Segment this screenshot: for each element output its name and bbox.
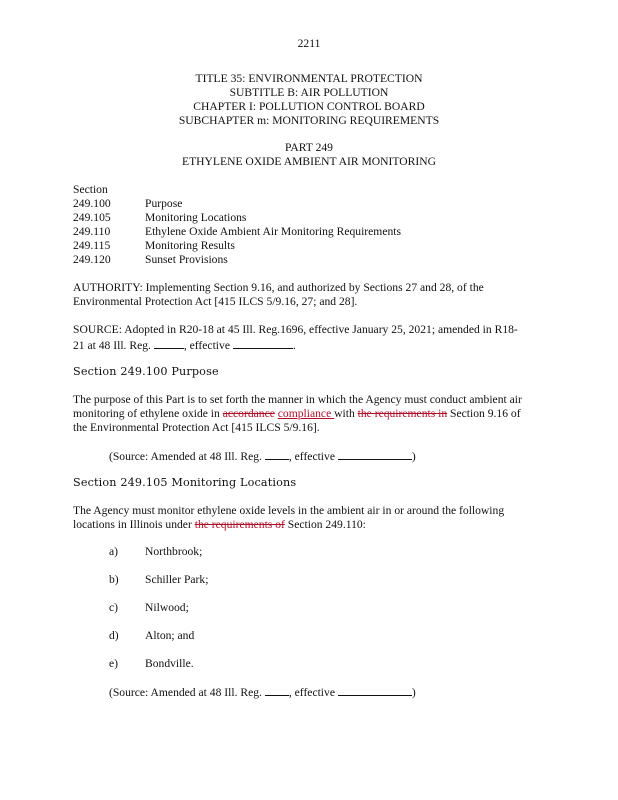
deleted-text: the requirements in bbox=[357, 407, 448, 420]
source-note bbox=[109, 448, 416, 464]
page-number: 2211 bbox=[297, 37, 321, 50]
paragraph-text: Section 249.110: bbox=[284, 518, 366, 531]
blank-field bbox=[154, 337, 184, 349]
toc-label: Section bbox=[73, 183, 108, 196]
list-item-text: Bondville. bbox=[145, 657, 194, 670]
authority-line-1: AUTHORITY: Implementing Section 9.16, and authorized by Sections 27 and 28, of the bbox=[73, 281, 484, 294]
toc-item-number: 249.110 bbox=[73, 225, 111, 238]
list-item-text: Nilwood; bbox=[145, 601, 189, 614]
toc-item-number: 249.105 bbox=[73, 211, 111, 224]
paragraph-line bbox=[73, 407, 521, 421]
source-note-text: , effective bbox=[288, 686, 338, 699]
source-text: , effective bbox=[183, 339, 233, 352]
section-heading: Section 249.105 Monitoring Locations bbox=[73, 476, 297, 489]
toc-item-number: 249.115 bbox=[73, 239, 111, 252]
list-item-label: a) bbox=[109, 545, 119, 558]
list-item-label: e) bbox=[109, 657, 119, 670]
paragraph-text: monitoring of ethylene oxide in bbox=[73, 407, 223, 420]
source-text: 21 at 48 Ill. Reg. bbox=[73, 339, 154, 352]
blank-field bbox=[265, 448, 289, 460]
blank-field bbox=[338, 448, 412, 460]
list-item-text: Alton; and bbox=[145, 629, 195, 642]
paragraph-line: the Environmental Protection Act [415 ILCS 5/9.16]. bbox=[73, 421, 320, 434]
paragraph-text: with bbox=[334, 407, 358, 420]
source-line-1: SOURCE: Adopted in R20-18 at 45 Ill. Reg.1696, effective January 25, 2021; amended in R18- bbox=[73, 323, 518, 336]
part-number: PART 249 bbox=[285, 141, 333, 154]
toc-item-number: 249.100 bbox=[73, 197, 111, 210]
chapter-line: CHAPTER I: POLLUTION CONTROL BOARD bbox=[193, 100, 425, 113]
toc-item-title: Monitoring Locations bbox=[145, 211, 247, 224]
list-item-label: c) bbox=[109, 601, 119, 614]
paragraph-text: locations in Illinois under bbox=[73, 518, 195, 531]
source-note-text: (Source: Amended at 48 Ill. Reg. bbox=[109, 686, 265, 699]
deleted-text: accordance bbox=[222, 407, 275, 420]
part-name: ETHYLENE OXIDE AMBIENT AIR MONITORING bbox=[182, 155, 436, 168]
deleted-text: the requirements of bbox=[194, 518, 285, 531]
paragraph-line: The Agency must monitor ethylene oxide levels in the ambient air in or around the following bbox=[73, 504, 505, 517]
paragraph-line bbox=[73, 518, 366, 532]
subchapter-line: SUBCHAPTER m: MONITORING REQUIREMENTS bbox=[178, 114, 440, 127]
blank-field bbox=[338, 684, 412, 696]
blank-field bbox=[233, 337, 293, 349]
toc-item-title: Ethylene Oxide Ambient Air Monitoring Requirements bbox=[145, 225, 401, 238]
source-note-text: ) bbox=[411, 450, 416, 463]
source-note-text: (Source: Amended at 48 Ill. Reg. bbox=[109, 450, 265, 463]
source-note-text: ) bbox=[411, 686, 416, 699]
list-item-text: Schiller Park; bbox=[145, 573, 209, 586]
source-line-2 bbox=[73, 337, 296, 353]
authority-line-2: Environmental Protection Act [415 ILCS 5/9.16, 27; and 28]. bbox=[73, 295, 358, 308]
paragraph-line: The purpose of this Part is to set forth the manner in which the Agency must conduct ambient air bbox=[73, 393, 522, 406]
list-item-text: Northbrook; bbox=[145, 545, 203, 558]
list-item-label: b) bbox=[109, 573, 119, 586]
title-line: TITLE 35: ENVIRONMENTAL PROTECTION bbox=[195, 72, 423, 85]
toc-item-title: Purpose bbox=[145, 197, 183, 210]
inserted-text: compliance bbox=[277, 407, 335, 420]
toc-item-number: 249.120 bbox=[73, 253, 111, 266]
toc-item-title: Monitoring Results bbox=[145, 239, 235, 252]
paragraph-text: Section 9.16 of bbox=[447, 407, 521, 420]
section-heading: Section 249.100 Purpose bbox=[73, 365, 219, 378]
source-note-text: , effective bbox=[288, 450, 338, 463]
list-item-label: d) bbox=[109, 629, 119, 642]
toc-item-title: Sunset Provisions bbox=[145, 253, 228, 266]
source-text: . bbox=[292, 339, 296, 352]
blank-field bbox=[265, 684, 289, 696]
source-note bbox=[109, 684, 416, 700]
subtitle-line: SUBTITLE B: AIR POLLUTION bbox=[229, 86, 389, 99]
